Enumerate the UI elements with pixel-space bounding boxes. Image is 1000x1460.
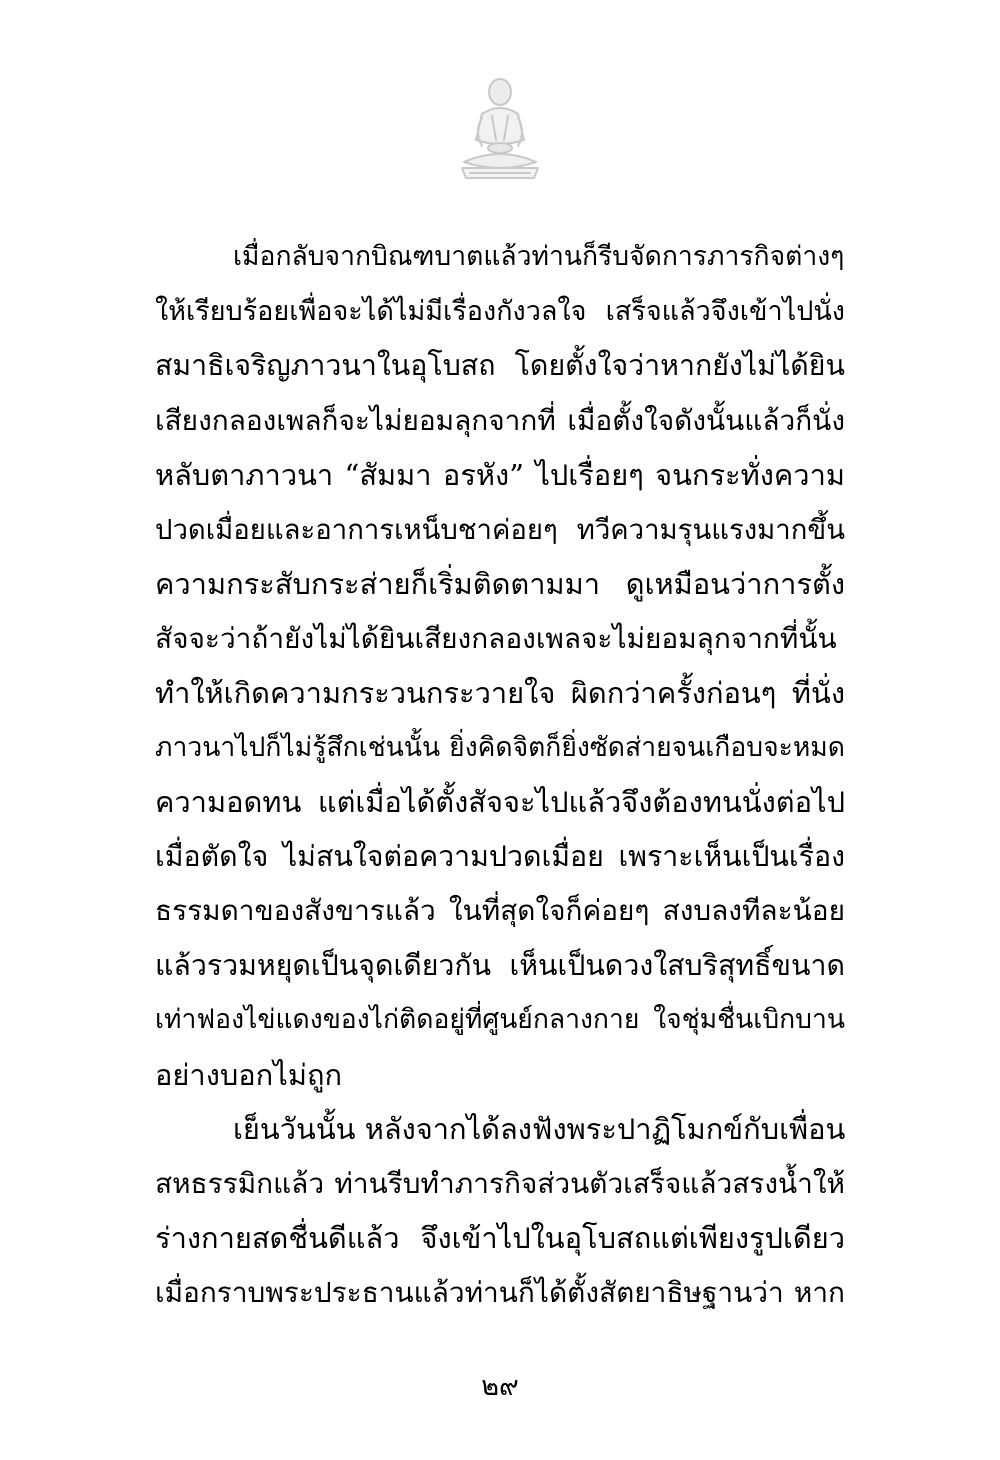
text-line: อย่างบอกไม่ถูก [155, 1057, 343, 1092]
text-line: เท่าฟองไข่แดงของไก่ติดอยู่ที่ศูนย์กลางกาย ใจชุ่มชื่นเบิกบาน [155, 1004, 845, 1035]
text-line: ความกระสับกระส่ายก็เริ่มติดตามมา ดูเหมือนว่าการตั้ง [155, 567, 845, 601]
text-line: เมื่อกราบพระประธานแล้วท่านก็ได้ตั้งสัตยาธิษฐานว่า หาก [155, 1275, 845, 1309]
text-line: สหธรรมิกแล้ว ท่านรีบทำภารกิจส่วนตัวเสร็จแล้วสรงน้ำให้ [155, 1166, 845, 1200]
text-line: ร่างกายสดชื่นดีแล้ว จึงเข้าไปในอุโบสถแต่เพียงรูปเดียว [155, 1221, 845, 1255]
text-line: ความอดทน แต่เมื่อได้ตั้งสัจจะไปแล้วจึงต้องทนนั่งต่อไป [155, 785, 845, 819]
text-line: ธรรมดาของสังขารแล้ว ในที่สุดใจก็ค่อยๆ สงบลงทีละน้อย [155, 894, 845, 927]
text-line: หลับตาภาวนา “สัมมา อรหัง” ไปเรื่อยๆ จนกระทั่งความ [155, 458, 845, 492]
text-line: เย็นวันนั้น หลังจากได้ลงฟังพระปาฏิโมกข์กับเพื่อน [233, 1112, 845, 1146]
text-line: เมื่อตัดใจ ไม่สนใจต่อความปวดเมื่อย เพราะเห็นเป็นเรื่อง [155, 839, 845, 873]
text-line: ให้เรียบร้อยเพื่อจะได้ไม่มีเรื่องกังวลใจ เสร็จแล้วจึงเข้าไปนั่ง [155, 295, 845, 327]
text-line: ปวดเมื่อยและอาการเหน็บชาค่อยๆ ทวีความรุนแรงมากขึ้น [155, 513, 845, 546]
paragraph-1 [155, 230, 845, 1102]
page-number: ๒๙ [481, 1371, 519, 1402]
text-line: ภาวนาไปก็ไม่รู้สึกเช่นนั้น ยิ่งคิดจิตก็ยิ่งซัดส่ายจนเกือบจะหมด [155, 731, 845, 763]
text-line: ทำให้เกิดความกระวนกระวายใจ ผิดกว่าครั้งก่อนๆ ที่นั่ง [155, 676, 845, 710]
text-line: แล้วรวมหยุดเป็นจุดเดียวกัน เห็นเป็นดวงใสบริสุทธิ์ขนาด [155, 948, 845, 982]
text-line: สมาธิเจริญภาวนาในอุโบสถ โดยตั้งใจว่าหากยังไม่ได้ยิน [155, 349, 845, 382]
text-line: สัจจะว่าถ้ายังไม่ได้ยินเสียงกลองเพลจะไม่ยอมลุกจากที่นั้น [155, 621, 837, 655]
text-line: เมื่อกลับจากบิณฑบาตแล้วท่านก็รีบจัดการภารกิจต่างๆ [233, 241, 845, 272]
body-text [155, 230, 845, 1320]
seated-monk-icon [452, 70, 548, 185]
paragraph-2 [155, 1102, 845, 1320]
text-line: เสียงกลองเพลก็จะไม่ยอมลุกจากที่ เมื่อตั้งใจดังนั้นแล้วก็นั่ง [155, 403, 845, 437]
